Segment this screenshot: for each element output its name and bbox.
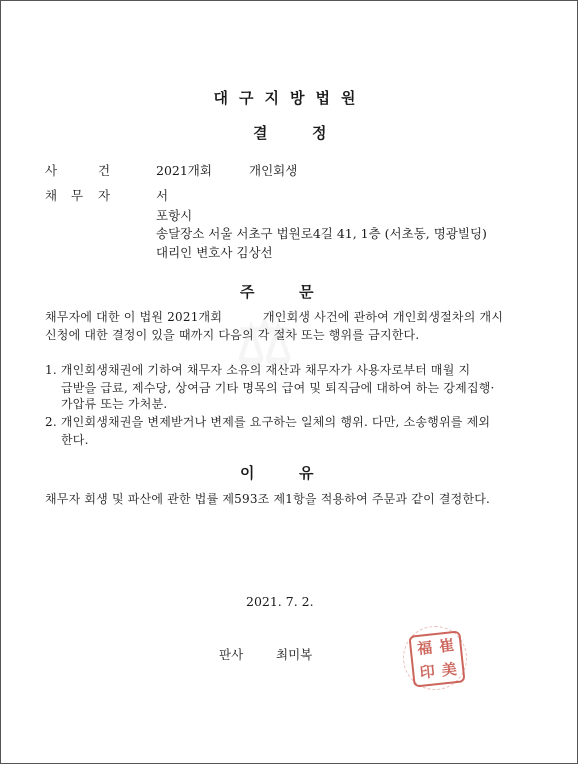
order-heading-char-1: 주 bbox=[240, 283, 255, 301]
seal-char-4: 美 bbox=[440, 660, 458, 680]
doc-type-char-2: 정 bbox=[312, 124, 327, 142]
order-intro-line1b: 개인회생 사건에 관하여 개인회생절차의 개시 bbox=[263, 310, 504, 324]
case-label-char-2: 건 bbox=[98, 163, 111, 178]
judge-title: 판사 bbox=[219, 647, 244, 662]
order-intro-line1a: 채무자에 대한 이 법원 2021개회 bbox=[45, 310, 223, 324]
debtor-label-char-3: 자 bbox=[98, 188, 111, 203]
order-item1-line3: 가압류 또는 가처분. bbox=[61, 397, 168, 411]
debtor-address: 포항시 bbox=[156, 208, 193, 223]
seal-char-1: 福 bbox=[416, 638, 434, 658]
order-item1-line2: 급받을 급료, 제수당, 상여금 기타 명목의 급여 및 퇴직금에 대하여 하는 강제집행· bbox=[61, 381, 495, 395]
reason-heading-char-1: 이 bbox=[240, 464, 255, 482]
order-item1-line1: 1. 개인회생채권에 기하여 채무자 소유의 재산과 채무자가 사용자로부터 매월 지 bbox=[45, 363, 471, 377]
order-heading-char-2: 문 bbox=[299, 283, 314, 301]
attorney: 대리인 변호사 김상선 bbox=[156, 245, 273, 260]
judge-seal bbox=[408, 630, 465, 687]
decision-date: 2021. 7. 2. bbox=[246, 594, 314, 609]
case-label-char-1: 사 bbox=[45, 163, 58, 178]
order-item2-line2: 한다. bbox=[61, 433, 89, 447]
case-number: 2021개회 bbox=[156, 163, 212, 178]
reason-text: 채무자 회생 및 파산에 관한 법률 제593조 제1항을 적용하여 주문과 같이 결정한다. bbox=[45, 492, 491, 506]
service-address: 송달장소 서울 서초구 법원로4길 41, 1층 (서초동, 명광빌딩) bbox=[156, 226, 487, 241]
reason-heading-char-2: 유 bbox=[299, 464, 314, 482]
order-item2-line1: 2. 개인회생채권을 변제받거나 변제를 요구하는 일체의 행위. 다만, 소송행위를 제외 bbox=[45, 415, 491, 429]
court-name: 대구지방법원 bbox=[213, 89, 367, 107]
debtor-name: 서 bbox=[156, 188, 169, 203]
seal-char-2: 崔 bbox=[438, 636, 456, 656]
case-type: 개인회생 bbox=[249, 163, 298, 178]
doc-type-char-1: 결 bbox=[253, 124, 268, 142]
judge-name: 최미복 bbox=[276, 647, 313, 662]
order-intro-line2: 신청에 대한 결정이 있을 때까지 다음의 각 절차 또는 행위를 금지한다. bbox=[45, 328, 420, 342]
debtor-label-char-1: 채 bbox=[45, 188, 58, 203]
debtor-label-char-2: 무 bbox=[71, 188, 84, 203]
seal-char-3: 印 bbox=[418, 662, 436, 682]
